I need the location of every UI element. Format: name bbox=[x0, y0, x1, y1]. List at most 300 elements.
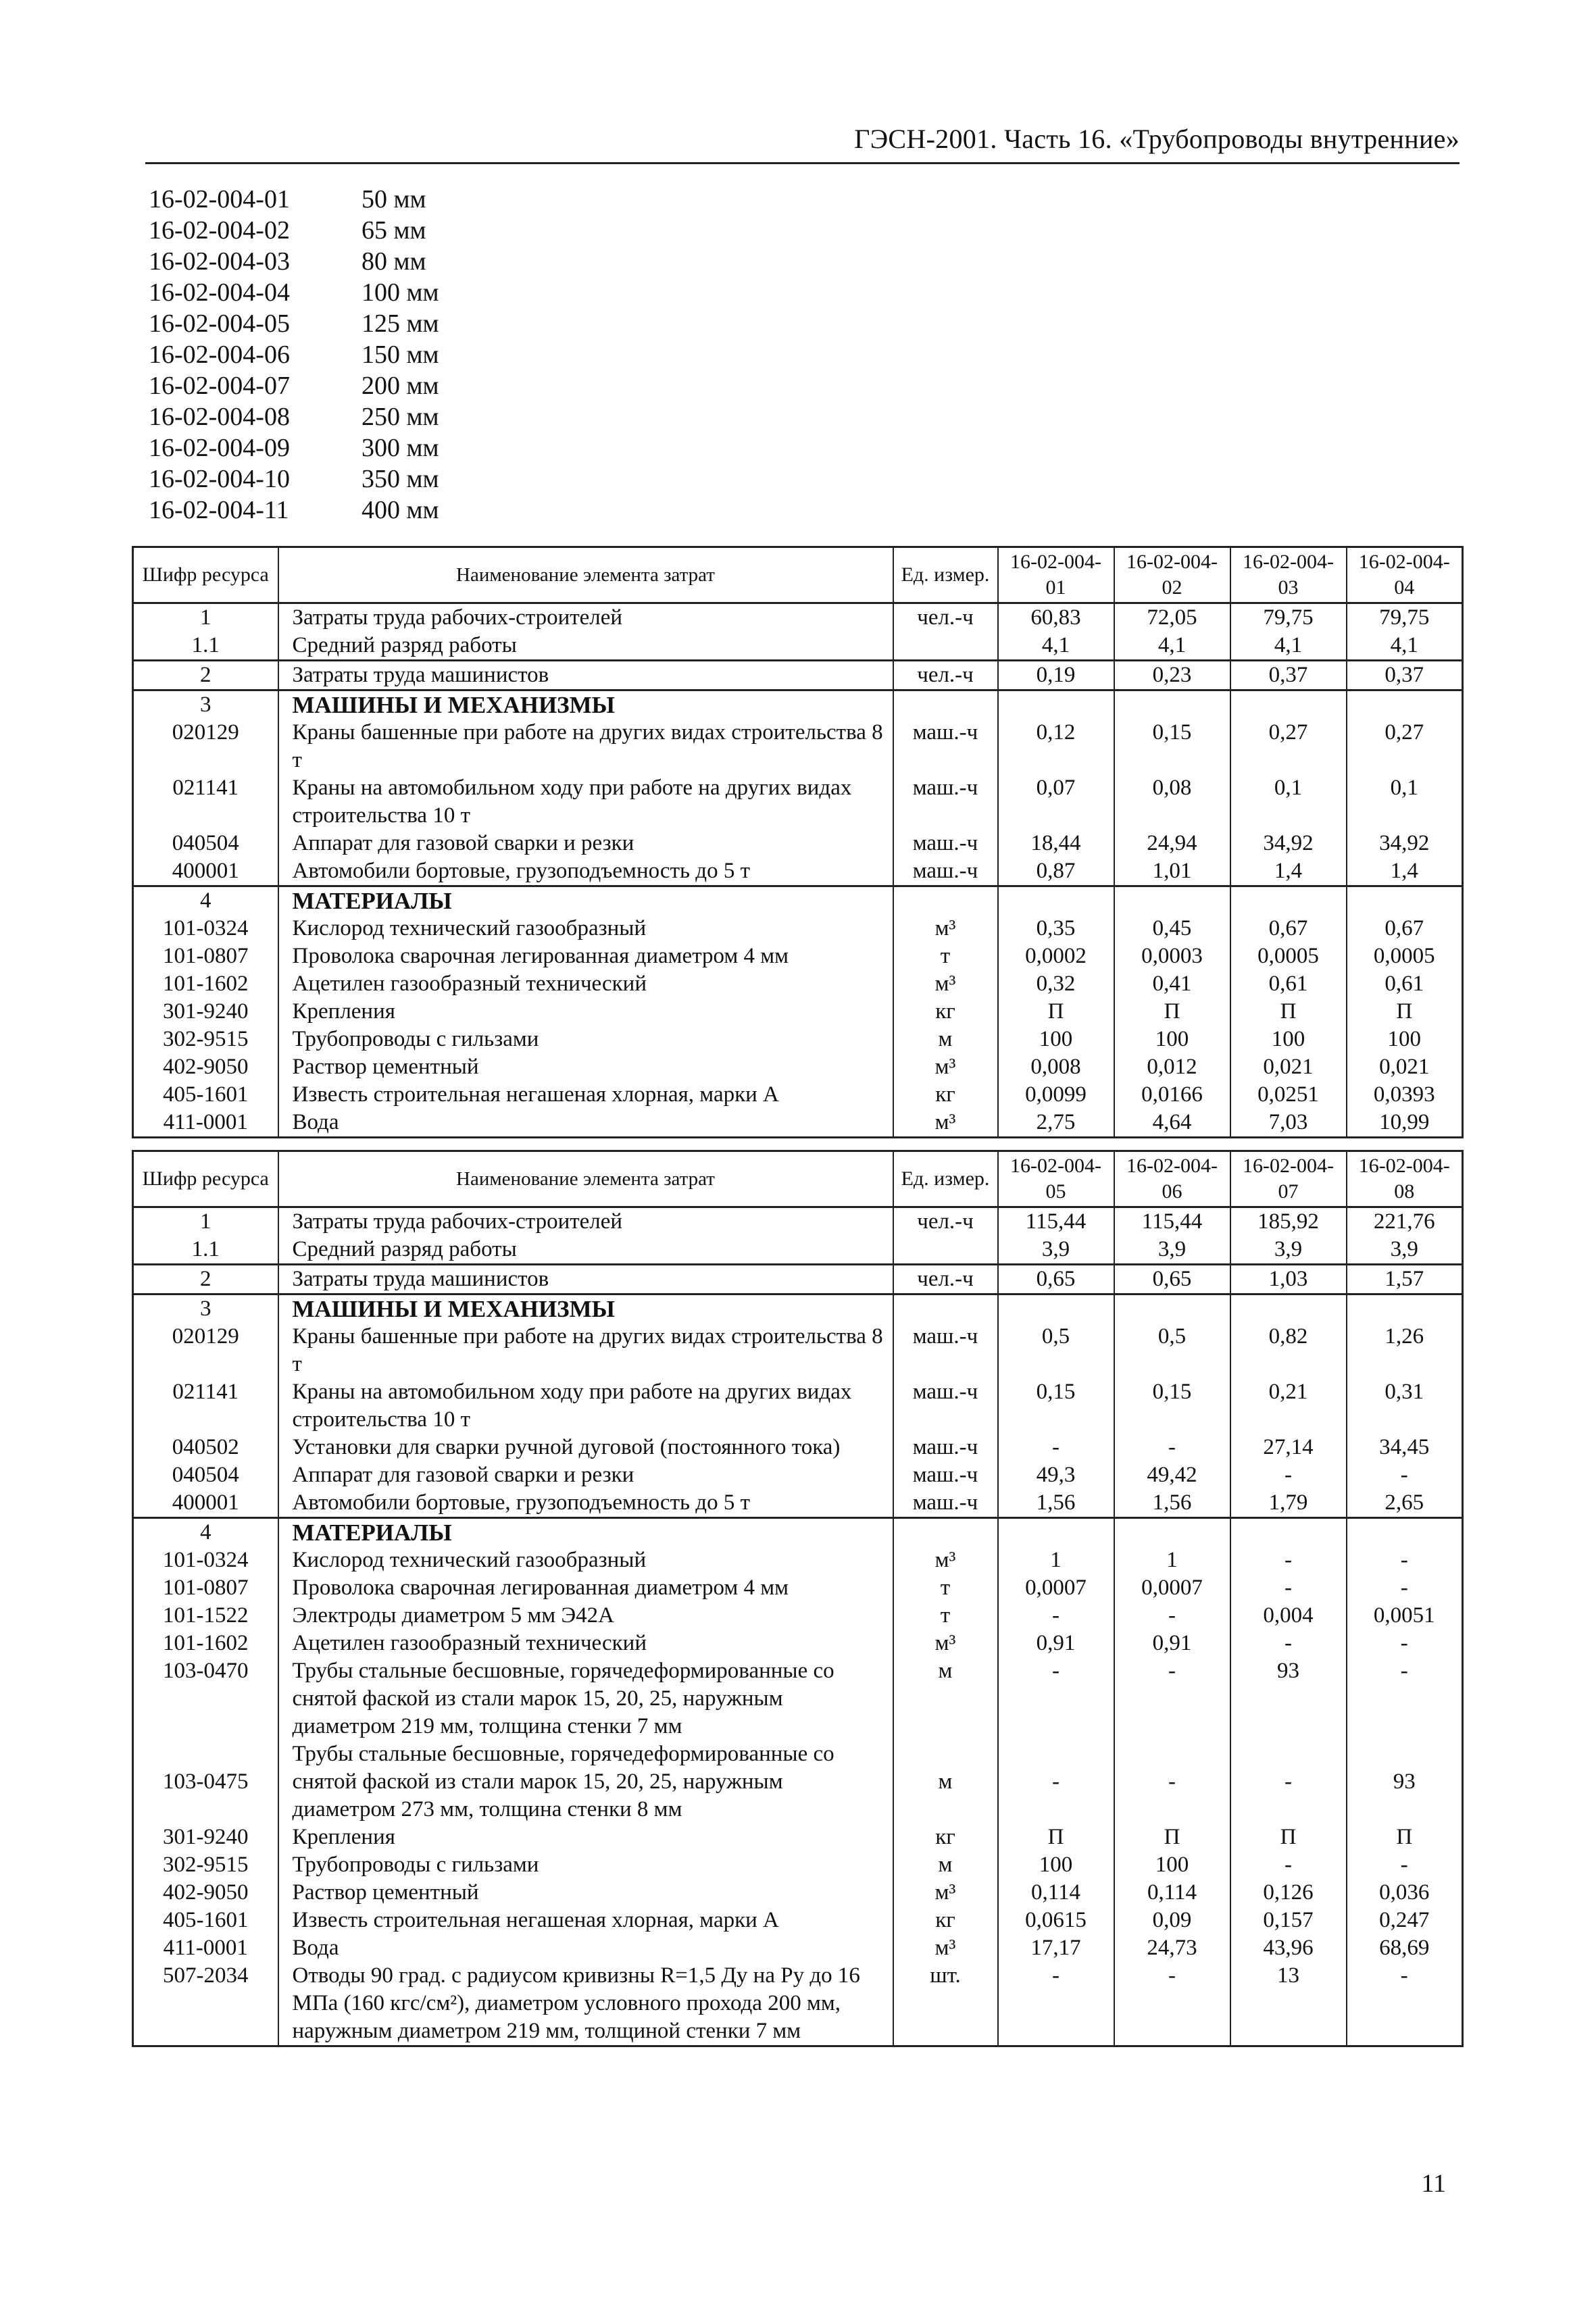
header-code: Шифр ресурса bbox=[133, 547, 278, 603]
value-cell: 18,44 bbox=[998, 830, 1114, 857]
code-list-code: 16-02-004-08 bbox=[149, 403, 290, 431]
table-row bbox=[133, 774, 1463, 830]
unit-cell: м³ bbox=[893, 1879, 998, 1907]
value-cell: - bbox=[1114, 1602, 1230, 1630]
code-list-code: 16-02-004-01 bbox=[149, 185, 290, 213]
value-cell: 0,37 bbox=[1230, 661, 1347, 690]
header-name: Наименование элемента затрат bbox=[278, 1151, 893, 1207]
value-cell: 1,03 bbox=[1230, 1265, 1347, 1294]
table-row bbox=[133, 1207, 1463, 1236]
section-title: МАШИНЫ И МЕХАНИЗМЫ bbox=[278, 690, 893, 720]
table-row bbox=[133, 1657, 1463, 1740]
value-cell: 1,26 bbox=[1347, 1323, 1463, 1378]
resource-name: Ацетилен газообразный технический bbox=[278, 1630, 893, 1657]
unit-cell: м³ bbox=[893, 1630, 998, 1657]
resource-code: 020129 bbox=[133, 1323, 278, 1378]
value-cell: 0,07 bbox=[998, 774, 1114, 830]
resource-name: Ацетилен газообразный технический bbox=[278, 970, 893, 998]
value-cell: П bbox=[1347, 998, 1463, 1026]
resource-code: 3 bbox=[133, 690, 278, 720]
value-cell: 1,79 bbox=[1230, 1489, 1347, 1518]
value-cell bbox=[1114, 1294, 1230, 1324]
value-cell: 3,9 bbox=[1114, 1236, 1230, 1265]
value-cell bbox=[1347, 886, 1463, 915]
table-row bbox=[133, 1630, 1463, 1657]
value-cell: - bbox=[1230, 1546, 1347, 1574]
value-cell: П bbox=[1114, 1823, 1230, 1851]
value-cell: - bbox=[1230, 1630, 1347, 1657]
resource-name: Трубы стальные бесшовные, горячедеформированные со снятой фаской из стали марок 15, 20, 25, наружным диаметром 273 мм, толщина стенки 8 мм bbox=[278, 1740, 893, 1823]
table-row bbox=[133, 603, 1463, 632]
code-list-desc: 50 мм bbox=[361, 185, 426, 213]
value-cell: 1,4 bbox=[1230, 857, 1347, 886]
header-col-4: 16-02-004-04 bbox=[1347, 547, 1463, 603]
value-cell: 0,126 bbox=[1230, 1879, 1347, 1907]
resource-name: Затраты труда рабочих-строителей bbox=[278, 1207, 893, 1236]
running-header: ГЭСН-2001. Часть 16. «Трубопроводы внутренние» bbox=[854, 124, 1460, 154]
resource-name: Электроды диаметром 5 мм Э42А bbox=[278, 1602, 893, 1630]
value-cell: 0,61 bbox=[1347, 970, 1463, 998]
value-cell: - bbox=[1230, 1574, 1347, 1602]
table-row bbox=[133, 1518, 1463, 1547]
resource-code: 1 bbox=[133, 603, 278, 632]
header-name: Наименование элемента затрат bbox=[278, 547, 893, 603]
value-cell: 0,21 bbox=[1230, 1378, 1347, 1434]
value-cell: - bbox=[1347, 1546, 1463, 1574]
table-row bbox=[133, 1026, 1463, 1053]
value-cell: 0,021 bbox=[1347, 1053, 1463, 1081]
code-list-desc: 300 мм bbox=[361, 434, 439, 462]
resource-code: 302-9515 bbox=[133, 1851, 278, 1879]
table-row bbox=[133, 915, 1463, 942]
code-list-item bbox=[149, 184, 439, 215]
value-cell: 0,15 bbox=[1114, 1378, 1230, 1434]
table-row bbox=[133, 1081, 1463, 1109]
value-cell: 4,1 bbox=[1347, 632, 1463, 661]
unit-cell: кг bbox=[893, 998, 998, 1026]
unit-cell: т bbox=[893, 1602, 998, 1630]
code-list-code: 16-02-004-11 bbox=[149, 496, 289, 524]
value-cell: П bbox=[1114, 998, 1230, 1026]
value-cell bbox=[998, 1294, 1114, 1324]
resource-name: Аппарат для газовой сварки и резки bbox=[278, 1461, 893, 1489]
value-cell bbox=[1230, 690, 1347, 720]
value-cell: - bbox=[1230, 1851, 1347, 1879]
resource-name: Кислород технический газообразный bbox=[278, 1546, 893, 1574]
value-cell: 24,94 bbox=[1114, 830, 1230, 857]
resource-code: 3 bbox=[133, 1294, 278, 1324]
resource-code: 101-0324 bbox=[133, 1546, 278, 1574]
unit-cell: маш.-ч bbox=[893, 1461, 998, 1489]
unit-cell: кг bbox=[893, 1081, 998, 1109]
value-cell: 0,35 bbox=[998, 915, 1114, 942]
value-cell: 0,15 bbox=[1114, 719, 1230, 774]
value-cell: 100 bbox=[1230, 1026, 1347, 1053]
unit-cell: м³ bbox=[893, 970, 998, 998]
resource-code: 040502 bbox=[133, 1434, 278, 1461]
unit-cell: маш.-ч bbox=[893, 1489, 998, 1518]
value-cell: - bbox=[998, 1962, 1114, 2046]
value-cell: 49,42 bbox=[1114, 1461, 1230, 1489]
table-row bbox=[133, 1934, 1463, 1962]
value-cell: 0,09 bbox=[1114, 1907, 1230, 1934]
value-cell: 0,08 bbox=[1114, 774, 1230, 830]
header-rule bbox=[145, 162, 1460, 164]
value-cell: 93 bbox=[1230, 1657, 1347, 1740]
table-row bbox=[133, 830, 1463, 857]
resource-code: 402-9050 bbox=[133, 1879, 278, 1907]
unit-cell: м bbox=[893, 1740, 998, 1823]
value-cell: - bbox=[1347, 1962, 1463, 2046]
resource-name: Аппарат для газовой сварки и резки bbox=[278, 830, 893, 857]
value-cell: 0,0007 bbox=[1114, 1574, 1230, 1602]
value-cell bbox=[1347, 1518, 1463, 1547]
value-cell: 0,12 bbox=[998, 719, 1114, 774]
value-cell: 2,75 bbox=[998, 1109, 1114, 1138]
unit-cell bbox=[893, 632, 998, 661]
code-list-desc: 65 мм bbox=[361, 216, 426, 245]
value-cell: 34,92 bbox=[1230, 830, 1347, 857]
resource-name: Средний разряд работы bbox=[278, 1236, 893, 1265]
value-cell: 4,1 bbox=[1230, 632, 1347, 661]
code-list-item bbox=[149, 339, 439, 370]
value-cell: 0,45 bbox=[1114, 915, 1230, 942]
code-list-code: 16-02-004-06 bbox=[149, 341, 290, 369]
unit-cell: шт. bbox=[893, 1962, 998, 2046]
code-list-desc: 150 мм bbox=[361, 341, 439, 369]
unit-cell: чел.-ч bbox=[893, 603, 998, 632]
resource-code: 020129 bbox=[133, 719, 278, 774]
value-cell: - bbox=[1347, 1461, 1463, 1489]
resource-code: 1.1 bbox=[133, 632, 278, 661]
value-cell: 0,0166 bbox=[1114, 1081, 1230, 1109]
value-cell: 0,65 bbox=[1114, 1265, 1230, 1294]
unit-cell: маш.-ч bbox=[893, 1323, 998, 1378]
value-cell: 0,114 bbox=[1114, 1879, 1230, 1907]
table-row bbox=[133, 1823, 1463, 1851]
resource-code: 1.1 bbox=[133, 1236, 278, 1265]
value-cell: 3,9 bbox=[998, 1236, 1114, 1265]
unit-cell: т bbox=[893, 942, 998, 970]
value-cell: 0,0005 bbox=[1230, 942, 1347, 970]
resource-name: Кислород технический газообразный bbox=[278, 915, 893, 942]
value-cell: 0,19 bbox=[998, 661, 1114, 690]
header-code: Шифр ресурса bbox=[133, 1151, 278, 1207]
value-cell bbox=[998, 690, 1114, 720]
table-row bbox=[133, 857, 1463, 886]
value-cell: 185,92 bbox=[1230, 1207, 1347, 1236]
value-cell: 0,65 bbox=[998, 1265, 1114, 1294]
resource-name: Затраты труда рабочих-строителей bbox=[278, 603, 893, 632]
resource-name: Трубы стальные бесшовные, горячедеформированные со снятой фаской из стали марок 15, 20, 25, наружным диаметром 219 мм, толщина стенки 7 мм bbox=[278, 1657, 893, 1740]
value-cell: 115,44 bbox=[1114, 1207, 1230, 1236]
value-cell: 0,91 bbox=[998, 1630, 1114, 1657]
value-cell bbox=[1114, 886, 1230, 915]
resource-name: Затраты труда машинистов bbox=[278, 661, 893, 690]
value-cell bbox=[1230, 1518, 1347, 1547]
code-list-item bbox=[149, 215, 439, 246]
resource-name: Крепления bbox=[278, 1823, 893, 1851]
resource-table-2 bbox=[132, 1150, 1464, 2047]
value-cell bbox=[998, 886, 1114, 915]
unit-cell: кг bbox=[893, 1907, 998, 1934]
value-cell: 17,17 bbox=[998, 1934, 1114, 1962]
table-row bbox=[133, 1879, 1463, 1907]
unit-cell bbox=[893, 690, 998, 720]
value-cell: 0,82 bbox=[1230, 1323, 1347, 1378]
value-cell: 0,0051 bbox=[1347, 1602, 1463, 1630]
value-cell: - bbox=[1347, 1851, 1463, 1879]
value-cell: 0,0007 bbox=[998, 1574, 1114, 1602]
unit-cell bbox=[893, 1294, 998, 1324]
code-list-desc: 350 мм bbox=[361, 465, 439, 493]
value-cell: 0,27 bbox=[1230, 719, 1347, 774]
value-cell: 0,67 bbox=[1347, 915, 1463, 942]
table-row bbox=[133, 1851, 1463, 1879]
unit-cell: маш.-ч bbox=[893, 857, 998, 886]
resource-code: 301-9240 bbox=[133, 998, 278, 1026]
value-cell: 3,9 bbox=[1347, 1236, 1463, 1265]
unit-cell bbox=[893, 886, 998, 915]
resource-table-1 bbox=[132, 546, 1464, 1138]
value-cell: 100 bbox=[998, 1851, 1114, 1879]
value-cell bbox=[1114, 690, 1230, 720]
value-cell bbox=[1114, 1518, 1230, 1547]
resource-code: 101-0324 bbox=[133, 915, 278, 942]
table-row bbox=[133, 661, 1463, 690]
value-cell: 10,99 bbox=[1347, 1109, 1463, 1138]
value-cell: 43,96 bbox=[1230, 1934, 1347, 1962]
value-cell: 0,0393 bbox=[1347, 1081, 1463, 1109]
value-cell bbox=[1347, 690, 1463, 720]
resource-code: 101-0807 bbox=[133, 1574, 278, 1602]
header-col-1: 16-02-004-01 bbox=[998, 547, 1114, 603]
code-list-item bbox=[149, 495, 439, 526]
value-cell: 0,1 bbox=[1347, 774, 1463, 830]
resource-code: 405-1601 bbox=[133, 1081, 278, 1109]
unit-cell bbox=[893, 1236, 998, 1265]
value-cell: П bbox=[998, 1823, 1114, 1851]
value-cell bbox=[998, 1518, 1114, 1547]
value-cell: 4,1 bbox=[1114, 632, 1230, 661]
resource-code: 2 bbox=[133, 1265, 278, 1294]
value-cell: 0,247 bbox=[1347, 1907, 1463, 1934]
value-cell: 0,0251 bbox=[1230, 1081, 1347, 1109]
resource-name: Установки для сварки ручной дуговой (постоянного тока) bbox=[278, 1434, 893, 1461]
value-cell: 60,83 bbox=[998, 603, 1114, 632]
value-cell: П bbox=[1230, 998, 1347, 1026]
resource-code: 021141 bbox=[133, 1378, 278, 1434]
value-cell: 0,23 bbox=[1114, 661, 1230, 690]
value-cell: 1,56 bbox=[1114, 1489, 1230, 1518]
value-cell: - bbox=[998, 1657, 1114, 1740]
unit-cell: т bbox=[893, 1574, 998, 1602]
resource-code: 1 bbox=[133, 1207, 278, 1236]
value-cell: 72,05 bbox=[1114, 603, 1230, 632]
resource-name: Раствор цементный bbox=[278, 1053, 893, 1081]
value-cell: - bbox=[1347, 1657, 1463, 1740]
resource-code: 040504 bbox=[133, 830, 278, 857]
table-row bbox=[133, 1378, 1463, 1434]
resource-name: Краны башенные при работе на других видах строительства 8 т bbox=[278, 1323, 893, 1378]
unit-cell: маш.-ч bbox=[893, 830, 998, 857]
value-cell: 100 bbox=[1114, 1026, 1230, 1053]
resource-name: Трубопроводы с гильзами bbox=[278, 1851, 893, 1879]
unit-cell: маш.-ч bbox=[893, 774, 998, 830]
value-cell: 0,1 bbox=[1230, 774, 1347, 830]
header-unit: Ед. измер. bbox=[893, 1151, 998, 1207]
resource-code: 4 bbox=[133, 1518, 278, 1547]
value-cell: 34,92 bbox=[1347, 830, 1463, 857]
value-cell: 34,45 bbox=[1347, 1434, 1463, 1461]
value-cell: - bbox=[998, 1434, 1114, 1461]
value-cell: 0,004 bbox=[1230, 1602, 1347, 1630]
unit-cell: м bbox=[893, 1851, 998, 1879]
code-list-desc: 400 мм bbox=[361, 496, 439, 524]
value-cell: - bbox=[1230, 1740, 1347, 1823]
value-cell: 0,32 bbox=[998, 970, 1114, 998]
resource-code: 302-9515 bbox=[133, 1026, 278, 1053]
code-list-item bbox=[149, 246, 439, 277]
value-cell: 0,31 bbox=[1347, 1378, 1463, 1434]
header-unit: Ед. измер. bbox=[893, 547, 998, 603]
table-row bbox=[133, 690, 1463, 720]
section-title: МАТЕРИАЛЫ bbox=[278, 1518, 893, 1547]
value-cell: - bbox=[1114, 1740, 1230, 1823]
value-cell: 4,1 bbox=[998, 632, 1114, 661]
unit-cell: м³ bbox=[893, 1546, 998, 1574]
unit-cell: м bbox=[893, 1026, 998, 1053]
codes-list bbox=[149, 184, 439, 526]
value-cell: 0,5 bbox=[1114, 1323, 1230, 1378]
value-cell: 0,87 bbox=[998, 857, 1114, 886]
value-cell: 13 bbox=[1230, 1962, 1347, 2046]
table-row bbox=[133, 998, 1463, 1026]
resource-name: Трубопроводы с гильзами bbox=[278, 1026, 893, 1053]
table-row bbox=[133, 886, 1463, 915]
table-row bbox=[133, 970, 1463, 998]
resource-name: Автомобили бортовые, грузоподъемность до 5 т bbox=[278, 857, 893, 886]
value-cell: 100 bbox=[1347, 1026, 1463, 1053]
unit-cell: м³ bbox=[893, 1053, 998, 1081]
value-cell: 100 bbox=[998, 1026, 1114, 1053]
value-cell: 1,01 bbox=[1114, 857, 1230, 886]
header-col-1: 16-02-004-05 bbox=[998, 1151, 1114, 1207]
resource-code: 301-9240 bbox=[133, 1823, 278, 1851]
value-cell bbox=[1347, 1294, 1463, 1324]
table-row bbox=[133, 942, 1463, 970]
value-cell bbox=[1230, 886, 1347, 915]
value-cell: 0,008 bbox=[998, 1053, 1114, 1081]
page-number: 11 bbox=[1421, 2169, 1446, 2198]
value-cell: 1,56 bbox=[998, 1489, 1114, 1518]
value-cell: 49,3 bbox=[998, 1461, 1114, 1489]
table-row bbox=[133, 1489, 1463, 1518]
resource-name: Краны на автомобильном ходу при работе на других видах строительства 10 т bbox=[278, 774, 893, 830]
unit-cell: м³ bbox=[893, 1934, 998, 1962]
table-row bbox=[133, 1546, 1463, 1574]
unit-cell: маш.-ч bbox=[893, 1434, 998, 1461]
unit-cell: чел.-ч bbox=[893, 1207, 998, 1236]
table-row bbox=[133, 1740, 1463, 1823]
value-cell: 0,0099 bbox=[998, 1081, 1114, 1109]
value-cell: - bbox=[1347, 1574, 1463, 1602]
value-cell: 1 bbox=[1114, 1546, 1230, 1574]
resource-code: 101-1602 bbox=[133, 1630, 278, 1657]
value-cell: - bbox=[1114, 1657, 1230, 1740]
value-cell: 0,37 bbox=[1347, 661, 1463, 690]
value-cell: 0,15 bbox=[998, 1378, 1114, 1434]
resource-name: Затраты труда машинистов bbox=[278, 1265, 893, 1294]
section-title: МАШИНЫ И МЕХАНИЗМЫ bbox=[278, 1294, 893, 1324]
resource-code: 402-9050 bbox=[133, 1053, 278, 1081]
unit-cell: маш.-ч bbox=[893, 719, 998, 774]
resource-code: 507-2034 bbox=[133, 1962, 278, 2046]
value-cell: П bbox=[998, 998, 1114, 1026]
code-list-code: 16-02-004-05 bbox=[149, 309, 290, 338]
value-cell: 115,44 bbox=[998, 1207, 1114, 1236]
resource-code: 101-1522 bbox=[133, 1602, 278, 1630]
value-cell: 0,91 bbox=[1114, 1630, 1230, 1657]
code-list-item bbox=[149, 277, 439, 308]
value-cell: 1,57 bbox=[1347, 1265, 1463, 1294]
value-cell: 0,0615 bbox=[998, 1907, 1114, 1934]
resource-name: Известь строительная негашеная хлорная, марки А bbox=[278, 1081, 893, 1109]
value-cell: 0,41 bbox=[1114, 970, 1230, 998]
resource-code: 101-0807 bbox=[133, 942, 278, 970]
value-cell: - bbox=[1114, 1434, 1230, 1461]
unit-cell bbox=[893, 1518, 998, 1547]
value-cell: - bbox=[1347, 1630, 1463, 1657]
resource-code: 411-0001 bbox=[133, 1109, 278, 1138]
table-row bbox=[133, 1574, 1463, 1602]
value-cell: - bbox=[1114, 1962, 1230, 2046]
table-row bbox=[133, 1109, 1463, 1138]
value-cell: 0,0005 bbox=[1347, 942, 1463, 970]
unit-cell: чел.-ч bbox=[893, 1265, 998, 1294]
resource-name: Раствор цементный bbox=[278, 1879, 893, 1907]
resource-code: 103-0475 bbox=[133, 1740, 278, 1823]
resource-code: 101-1602 bbox=[133, 970, 278, 998]
resource-code: 4 bbox=[133, 886, 278, 915]
resource-name: Проволока сварочная легированная диаметром 4 мм bbox=[278, 1574, 893, 1602]
table-row bbox=[133, 1907, 1463, 1934]
value-cell bbox=[1230, 1294, 1347, 1324]
code-list-item bbox=[149, 432, 439, 463]
value-cell: 7,03 bbox=[1230, 1109, 1347, 1138]
unit-cell: м³ bbox=[893, 1109, 998, 1138]
resource-code: 2 bbox=[133, 661, 278, 690]
resource-code: 400001 bbox=[133, 857, 278, 886]
value-cell: - bbox=[998, 1740, 1114, 1823]
resource-name: Вода bbox=[278, 1109, 893, 1138]
value-cell: 4,64 bbox=[1114, 1109, 1230, 1138]
resource-name: Отводы 90 град. с радиусом кривизны R=1,5 Ду на Ру до 16 МПа (160 кгс/см²), диаметром условного прохода 200 мм, наружным диаметром 219 мм, толщиной стенки 7 мм bbox=[278, 1962, 893, 2046]
resource-code: 405-1601 bbox=[133, 1907, 278, 1934]
table-row bbox=[133, 1962, 1463, 2046]
value-cell: 0,5 bbox=[998, 1323, 1114, 1378]
value-cell: 0,61 bbox=[1230, 970, 1347, 998]
code-list-code: 16-02-004-02 bbox=[149, 216, 290, 245]
resource-code: 400001 bbox=[133, 1489, 278, 1518]
code-list-item bbox=[149, 463, 439, 495]
code-list-desc: 100 мм bbox=[361, 278, 439, 307]
code-list-item bbox=[149, 401, 439, 432]
table-row bbox=[133, 632, 1463, 661]
resource-name: Известь строительная негашеная хлорная, марки А bbox=[278, 1907, 893, 1934]
value-cell: 93 bbox=[1347, 1740, 1463, 1823]
resource-code: 103-0470 bbox=[133, 1657, 278, 1740]
